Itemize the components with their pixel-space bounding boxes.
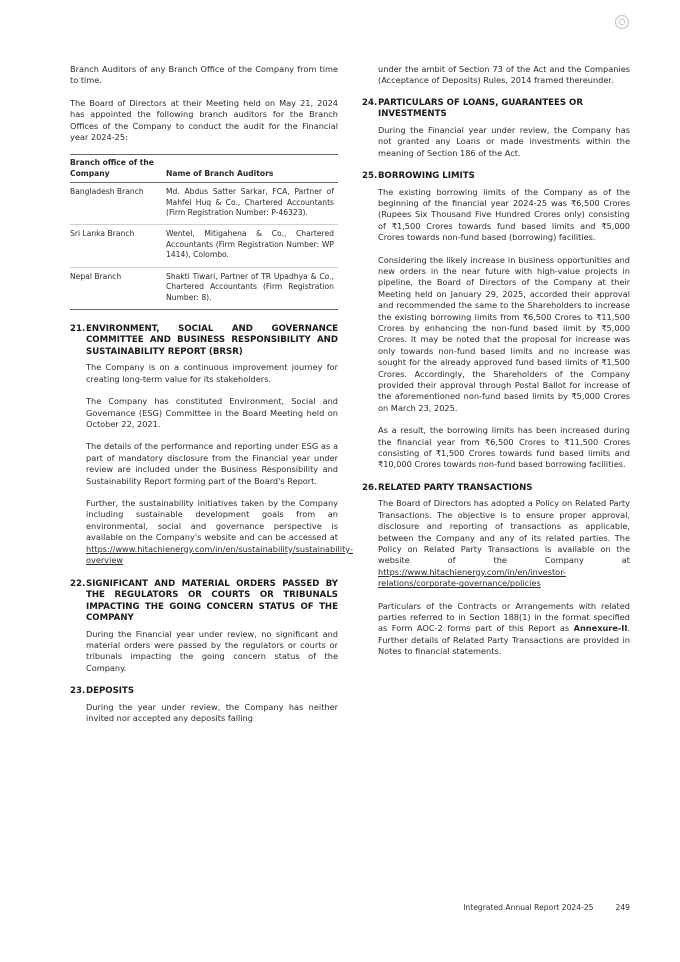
section-heading <box>70 324 338 359</box>
board-paragraph: The Board of Directors at their Meeting held on May 21, 2024 has appointed the following branch auditors for the Branch Offices of the Company to conduct the audit for the Financial year 2024-25: <box>70 97 338 143</box>
table-cell-auditor: Shakti Tiwari, Partner of TR Upadhya & Co., Chartered Accountants (Firm Registration Number: 8). <box>166 267 338 309</box>
section-paragraph: The Company is on a continuous improvement journey for creating long-term value for its stakeholders. <box>86 362 338 384</box>
section-number: 21. <box>70 323 86 334</box>
intro-paragraph: Branch Auditors of any Branch Office of the Company from time to time. <box>70 64 338 86</box>
section-title: ENVIRONMENT, SOCIAL AND GOVERNANCE COMMITTEE AND BUSINESS RESPONSIBILITY AND SUSTAINABILITY REPORT (BRSR) <box>86 323 338 357</box>
section-paragraph: The details of the performance and reporting under ESG as a part of mandatory disclosure from the Financial year under review are included under the Business Responsibility and Sustainability Report forming part of the Board's Report. <box>86 441 338 486</box>
section-title: PARTICULARS OF LOANS, GUARANTEES OR INVESTMENTS <box>378 97 583 120</box>
section-heading <box>362 483 630 495</box>
section-paragraph <box>70 498 353 566</box>
table-header-row <box>70 155 338 183</box>
table-cell-auditor: Md. Abdus Satter Sarkar, FCA, Partner of Mahfel Huq & Co., Chartered Accountants (Firm Registration Number: P-46323). <box>166 183 338 225</box>
section-22 <box>70 579 338 675</box>
section-number: 25. <box>362 171 378 182</box>
section-paragraph: During the Financial year under review, no significant and material orders were passed by the regulators or courts or tribunals impacting the going concern status of the Company. <box>86 628 338 673</box>
continued-paragraph: under the ambit of Section 73 of the Act and the Companies (Acceptance of Deposits) Rules, 2014 framed thereunder. <box>378 64 630 86</box>
section-heading <box>70 686 338 698</box>
annexure-reference: Annexure-II <box>573 623 628 634</box>
section-25 <box>362 171 630 471</box>
section-number: 26. <box>362 482 378 493</box>
left-column <box>70 64 353 736</box>
section-paragraph <box>362 601 630 658</box>
section-paragraph: Considering the likely increase in business opportunities and new orders in the near future with high-value projects in pipeline, the Board of Directors of the Company at their Meeting held on January 29, 2025, accorded their approval and recommended the same to the Shareholders to increase the existing borrowing limits from ₹6,500 Crores to ₹11,500 Crores by enhancing the non-fund based limit by ₹5,000 Crores. It may be noted that the proposal for increase was only towards non-fund based limits and no increase was sought for the already approved fund based limits of ₹1,500 Crores. Accordingly, the Shareholders of the Company provided their approval through Postal Ballot for increase of the aforementioned non-fund based limits by ₹5,000 Crores on March 23, 2025. <box>378 254 630 413</box>
section-title: SIGNIFICANT AND MATERIAL ORDERS PASSED BY THE REGULATORS OR COURTS OR TRIBUNALS IMPACTING THE GOING CONCERN STATUS OF THE COMPANY <box>86 578 338 623</box>
page-footer <box>463 903 630 912</box>
paragraph-text: The Board of Directors has adopted a Policy on Related Party Transactions. The objective is to ensure proper approval, disclosure and reporting of transactions as applicable, between the Company and any of its related parties. The Policy on Related Party Transactions is available on the website of the Company at <box>378 498 630 566</box>
paragraph-text: Particulars of the Contracts or Arrangements with related parties referred to in Section 188(1) in the format specified as Form AOC-2 forms part of this Report as <box>378 600 630 634</box>
table-cell-auditor: Wentel, Mitigahena & Co., Chartered Accountants (Firm Registration Number: WP 1414), Colombo. <box>166 225 338 267</box>
section-26 <box>362 483 630 658</box>
table-row <box>70 267 338 309</box>
rpt-policy-link[interactable]: https://www.hitachienergy.com/in/en/investor-relations/corporate-governance/policies <box>378 566 566 589</box>
right-column <box>362 64 630 670</box>
section-23 <box>70 686 338 724</box>
table-cell-branch: Nepal Branch <box>70 267 166 309</box>
table-header-auditor: Name of Branch Auditors <box>166 155 338 183</box>
sustainability-link[interactable]: https://www.hitachienergy.com/in/en/sustainability/sustainability-overview <box>86 543 353 566</box>
section-heading <box>362 171 630 183</box>
table-row <box>70 183 338 225</box>
hitachi-energy-logo-icon <box>614 14 630 30</box>
section-paragraph: The Company has constituted Environment, Social and Governance (ESG) Committee in the Board Meeting held on October 22, 2021. <box>86 396 338 430</box>
section-number: 24. <box>362 97 378 108</box>
report-name: Integrated Annual Report 2024-25 <box>463 903 594 912</box>
paragraph-text: . Further details of Related Party Transactions are provided in Notes to financial statements. <box>378 623 630 657</box>
table-cell-branch: Sri Lanka Branch <box>70 225 166 267</box>
branch-auditors-table <box>70 154 338 309</box>
section-title: RELATED PARTY TRANSACTIONS <box>378 482 533 493</box>
table-row <box>70 225 338 267</box>
section-paragraph: The existing borrowing limits of the Company as of the beginning of the financial year 2024-25 was ₹6,500 Crores (Rupees Six Thousand Five Hundred Crores only) consisting of ₹1,500 Crores towards fund based limits and ₹5,000 Crores towards non-fund based (borrowing) facilities. <box>378 186 630 243</box>
section-paragraph: As a result, the borrowing limits has been increased during the financial year from ₹6,500 Crores to ₹11,500 Crores consisting of ₹1,500 Crores towards fund based limits and ₹10,000 Crores towards non-fund based borrowing facilities. <box>378 425 630 470</box>
section-number: 22. <box>70 578 86 589</box>
section-24 <box>362 98 630 159</box>
table-header-branch: Branch office of the Company <box>70 155 166 183</box>
section-number: 23. <box>70 686 86 697</box>
section-heading <box>362 98 630 121</box>
table-cell-branch: Bangladesh Branch <box>70 183 166 225</box>
page-number: 249 <box>615 903 630 912</box>
section-paragraph: During the Financial year under review, the Company has not granted any Loans or made investments within the meaning of Section 186 of the Act. <box>378 124 630 158</box>
section-paragraph: During the year under review, the Company has neither invited nor accepted any deposits falling <box>86 701 338 724</box>
section-21 <box>70 323 353 567</box>
section-title: DEPOSITS <box>86 686 135 697</box>
section-paragraph <box>362 498 630 589</box>
paragraph-text: Further, the sustainability initiatives taken by the Company including sustainable development goals from an environmental, social and governance perspective is available on the Company's website and can be accessed at <box>86 498 338 543</box>
section-title: BORROWING LIMITS <box>378 171 475 182</box>
section-heading <box>70 579 338 625</box>
